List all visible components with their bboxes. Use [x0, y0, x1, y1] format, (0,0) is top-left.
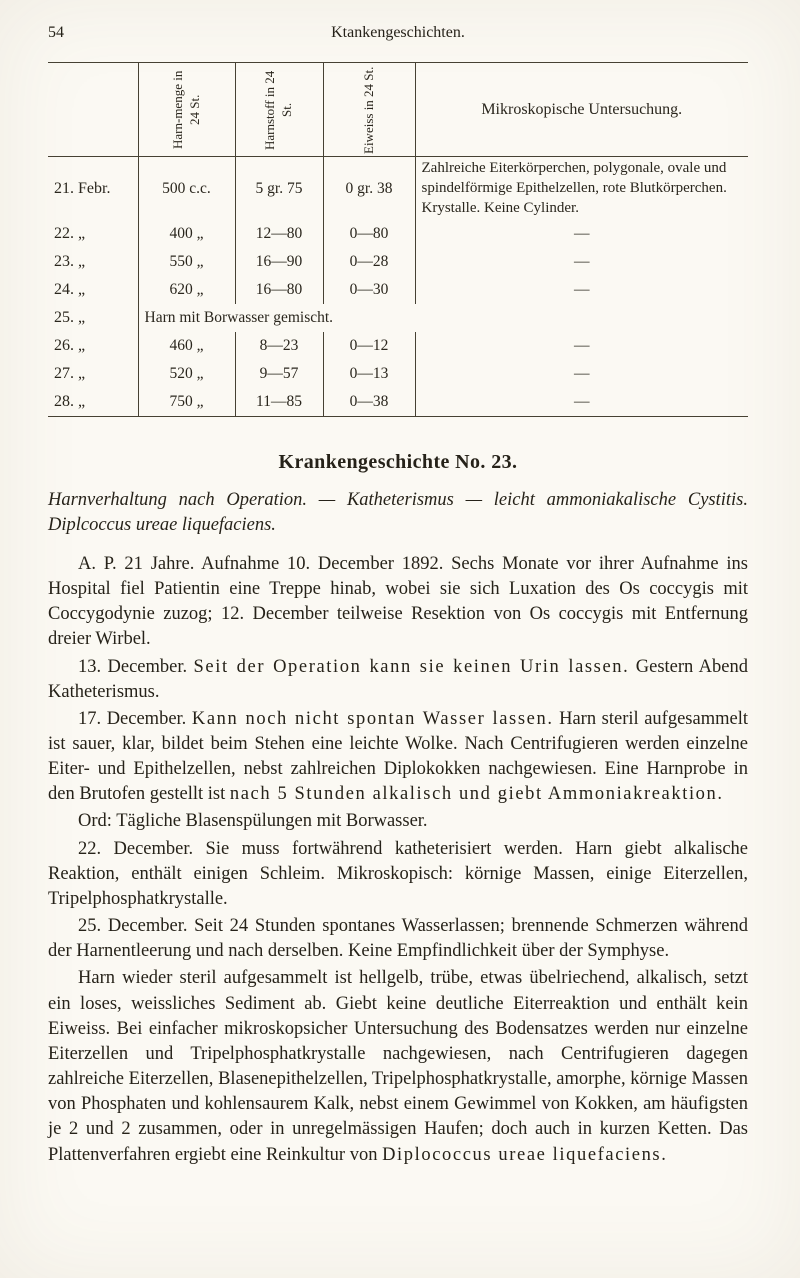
paragraph	[48, 809, 748, 834]
mikroskopie-cell: —	[415, 388, 748, 416]
paragraph	[48, 655, 748, 705]
case-heading: Krankengeschichte No. 23.	[278, 450, 518, 473]
date-cell: 28. „	[54, 393, 86, 411]
mikroskopie-cell: —	[415, 276, 748, 304]
mikroskopie-cell: —	[415, 220, 748, 248]
harnstoff-cell: 16—90	[235, 248, 323, 276]
eiweiss-cell: 0—80	[323, 220, 415, 248]
emphasized-text: Diplococcus ureae liquefaciens.	[382, 1144, 668, 1165]
case-body	[48, 552, 748, 1168]
date-cell: 25. „	[54, 309, 86, 327]
emphasized-text: Seit der Operation kann sie keinen Urin lassen.	[193, 656, 630, 677]
case-subtitle: Harnverhaltung nach Operation. — Katheterismus — leicht ammoniakalische Cystitis. Diplcoccus ureae liquefaciens.	[48, 489, 748, 536]
col-header-harnstoff	[235, 63, 323, 157]
text-run: Harn wieder steril aufgesammelt ist hellgelb, trübe, etwas übelriechend, alkalisch, setzt ein loses, weissliches Sediment ab. Giebt keine deutliche Eiterreaktion und enthält kein Eiweiss. Bei einfacher mikroskopsicher Untersuchung des Bodensatzes werden nur einzelne Eiterzellen und Tripelphosphatkrystalle nachgewiesen, nach Centrifugieren dagegen zahlreiche Eiterzellen, Blasenepithelzellen, Tripelphosphatkrystalle, amorphe, körnige Massen von Phosphaten und kohlensaurem Kalk, nebst einem Gewimmel von Kokken, am häufigsten je 2 und 2 zusammen, oder in unregelmässigen Haufen; doch auch in kurzen Ketten. Das Plattenverfahren ergiebt eine Reinkultur von	[48, 968, 748, 1165]
paragraph	[48, 837, 748, 912]
urine-measurements-table	[48, 62, 748, 417]
table-row	[48, 360, 748, 388]
text-run: Harn steril aufgesammelt ist sauer, klar, bildet beim Stehen eine leichte Wolke. Nach Centrifugieren werden einzelne Eiter- und Epithelzellen, nebst zahlreichen Diplokokken nachgewiesen. Eine Harnprobe in den Brutofen gestellt ist	[48, 708, 748, 805]
harnstoff-cell: 9—57	[235, 360, 323, 388]
paragraph	[48, 914, 748, 964]
eiweiss-cell: 0—12	[323, 332, 415, 360]
date-cell: 21. Febr.	[54, 179, 111, 197]
text-run: A. P. 21 Jahre. Aufnahme 10. December 1892. Sechs Monate vor ihrer Aufnahme ins Hospital fiel Patientin eine Treppe hinab, wobei sie sich Luxation des Os coccygis mit Coccygodynie zuzog; 12. December teilweise Resektion von Os coccygis mit Entfernung dreier Wirbel.	[48, 553, 748, 650]
text-run: 25. December. Seit 24 Stunden spontanes Wasserlassen; brennende Schmerzen während der Harnentleerung und nach derselben. Keine Empfindlichkeit über der Symphyse.	[48, 916, 748, 962]
eiweiss-cell: 0—28	[323, 248, 415, 276]
harnmenge-cell: 400 „	[138, 220, 235, 248]
running-title: Ktankengeschichten.	[331, 24, 465, 41]
col-header-harnmenge	[138, 63, 235, 157]
paragraph	[48, 707, 748, 808]
col-header-date	[48, 63, 138, 157]
emphasized-text: nach 5 Stunden alkalisch und giebt Ammoniakreaktion.	[229, 784, 724, 805]
table-row	[48, 157, 748, 221]
col-header-mikroskopie: Mikroskopische Untersuchung.	[415, 63, 748, 157]
table-row	[48, 276, 748, 304]
table-row	[48, 332, 748, 360]
harnstoff-cell: 16—80	[235, 276, 323, 304]
harnmenge-cell: 550 „	[138, 248, 235, 276]
text-run: Ord: Tägliche Blasenspülungen mit Borwasser.	[78, 811, 428, 832]
emphasized-text: Kann noch nicht spontan Wasser lassen.	[191, 708, 554, 729]
table-row	[48, 304, 748, 332]
eiweiss-cell: 0 gr. 38	[323, 157, 415, 221]
eiweiss-cell: 0—13	[323, 360, 415, 388]
harnstoff-cell: 11—85	[235, 388, 323, 416]
harnmenge-cell: 460 „	[138, 332, 235, 360]
harnstoff-cell: 12—80	[235, 220, 323, 248]
date-cell: 27. „	[54, 365, 86, 383]
table-header-row	[48, 63, 748, 157]
page-number: 54	[48, 24, 64, 41]
harnmenge-cell: 500 c.c.	[138, 157, 235, 221]
mikroskopie-cell: —	[415, 332, 748, 360]
page-header	[48, 24, 748, 46]
date-cell: 26. „	[54, 337, 86, 355]
spanned-note-cell: Harn mit Borwasser gemischt.	[138, 304, 748, 332]
paragraph	[48, 552, 748, 653]
text-run: 13. December.	[78, 656, 194, 677]
mikroskopie-cell: —	[415, 360, 748, 388]
text-run: Gestern Abend Katheterismus.	[48, 656, 748, 702]
date-cell: 23. „	[54, 253, 86, 271]
mikroskopie-cell: —	[415, 248, 748, 276]
harnmenge-cell: 520 „	[138, 360, 235, 388]
mikroskopie-cell: Zahlreiche Eiterkörperchen, polygonale, ovale und spindelförmige Epithelzellen, rote Blutkörperchen. Krystalle. Keine Cylinder.	[415, 157, 748, 221]
text-run: 17. December.	[78, 708, 192, 729]
table-row	[48, 220, 748, 248]
date-cell: 22. „	[54, 225, 86, 243]
col-header-harnmenge-label: Harn-menge in 24 St.	[169, 70, 202, 149]
harnstoff-cell: 5 gr. 75	[235, 157, 323, 221]
date-cell: 24. „	[54, 281, 86, 299]
col-header-harnstoff-label: Harnstoff in 24 St.	[262, 69, 294, 150]
col-header-eiweiss-label: Eiweiss in 24 St.	[360, 65, 376, 154]
eiweiss-cell: 0—30	[323, 276, 415, 304]
table-row	[48, 248, 748, 276]
col-header-eiweiss	[323, 63, 415, 157]
eiweiss-cell: 0—38	[323, 388, 415, 416]
paragraph	[48, 966, 748, 1167]
harnmenge-cell: 750 „	[138, 388, 235, 416]
harnmenge-cell: 620 „	[138, 276, 235, 304]
harnstoff-cell: 8—23	[235, 332, 323, 360]
text-run: 22. December. Sie muss fortwährend katheterisiert werden. Harn giebt alkalische Reaktion, enthält einigen Schleim. Mikroskopisch: körnige Massen, einige Eiterzellen, Tripelphosphatkrystalle.	[48, 838, 748, 909]
table-row	[48, 388, 748, 416]
